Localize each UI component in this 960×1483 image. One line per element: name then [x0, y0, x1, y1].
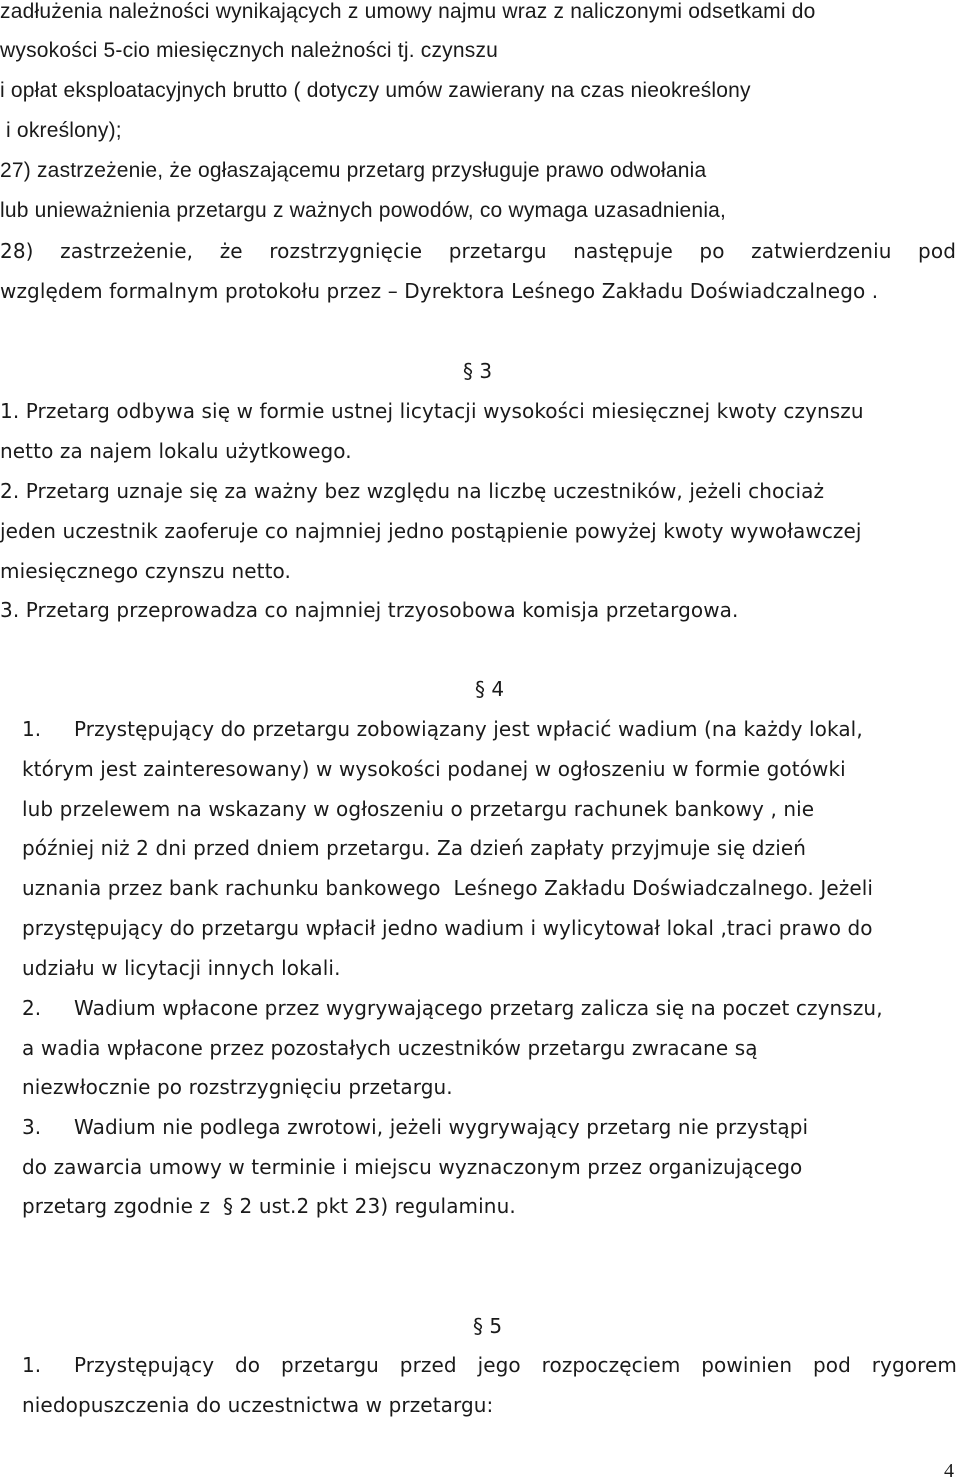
section3-item-1: 1. Przetarg odbywa się w formie ustnej licytacji wysokości miesięcznej kwoty czynszu: [0, 399, 864, 423]
section4-item-3-number: 3.: [22, 1115, 42, 1139]
text-line: wysokości 5-cio miesięcznych należności tj. czynszu: [0, 39, 499, 62]
text-line: zadłużenia należności wynikających z umowy najmu wraz z naliczonymi odsetkami do: [0, 0, 816, 23]
text-line: niezwłocznie po rozstrzygnięciu przetargu.: [22, 1075, 453, 1099]
text-line: lub unieważnienia przetargu z ważnych powodów, co wymaga uzasadnienia,: [0, 199, 727, 222]
section5-item-1: Przystępujący do przetargu przed jego rozpoczęciem powinien pod rygorem: [74, 1353, 957, 1377]
section4-item-2: Wadium wpłacone przez wygrywającego przetarg zalicza się na poczet czynszu,: [74, 996, 883, 1020]
text-line: udziału w licytacji innych lokali.: [22, 956, 341, 980]
text-line: niedopuszczenia do uczestnictwa w przetargu:: [22, 1393, 494, 1417]
text-line: przetarg zgodnie z § 2 ust.2 pkt 23) regulaminu.: [22, 1194, 516, 1218]
section5-item-1-number: 1.: [22, 1353, 42, 1377]
text-line: do zawarcia umowy w terminie i miejscu wyznaczonym przez organizującego: [22, 1155, 803, 1179]
text-line: lub przelewem na wskazany w ogłoszeniu o przetargu rachunek bankowy , nie: [22, 797, 815, 821]
item-28: 28) zastrzeżenie, że rozstrzygnięcie przetargu następuje po zatwierdzeniu pod: [0, 239, 956, 263]
text-line: uznania przez bank rachunku bankowego Leśnego Zakładu Doświadczalnego. Jeżeli: [22, 876, 874, 900]
section4-item-2-number: 2.: [22, 996, 42, 1020]
section-heading-5: § 5: [473, 1314, 503, 1338]
text-line: a wadia wpłacone przez pozostałych uczestników przetargu zwracane są: [22, 1036, 758, 1060]
text-line: i określony);: [0, 119, 122, 142]
section-heading-4: § 4: [475, 677, 505, 701]
section3-item-2: 2. Przetarg uznaje się za ważny bez względu na liczbę uczestników, jeżeli chociaż: [0, 479, 825, 503]
section4-item-1-number: 1.: [22, 717, 42, 741]
section4-item-1: Przystępujący do przetargu zobowiązany jest wpłacić wadium (na każdy lokal,: [74, 717, 863, 741]
text-line: później niż 2 dni przed dniem przetargu. Za dzień zapłaty przyjmuje się dzień: [22, 836, 807, 860]
section-heading-3: § 3: [463, 359, 493, 383]
text-line: przystępujący do przetargu wpłacił jedno wadium i wylicytował lokal ,traci prawo do: [22, 916, 873, 940]
text-line: i opłat eksploatacyjnych brutto ( dotyczy umów zawierany na czas nieokreślony: [0, 79, 751, 102]
page-number: 4: [944, 1460, 954, 1482]
text-line: którym jest zainteresowany) w wysokości podanej w ogłoszeniu w formie gotówki: [22, 757, 846, 781]
text-line: netto za najem lokalu użytkowego.: [0, 439, 352, 463]
text-line: jeden uczestnik zaoferuje co najmniej jedno postąpienie powyżej kwoty wywoławczej: [0, 519, 862, 543]
text-line: względem formalnym protokołu przez – Dyrektora Leśnego Zakładu Doświadczalnego .: [0, 279, 879, 303]
section3-item-3: 3. Przetarg przeprowadza co najmniej trzyosobowa komisja przetargowa.: [0, 598, 739, 622]
section4-item-3: Wadium nie podlega zwrotowi, jeżeli wygrywający przetarg nie przystąpi: [74, 1115, 809, 1139]
text-line: miesięcznego czynszu netto.: [0, 559, 291, 583]
item-27: 27) zastrzeżenie, że ogłaszającemu przetarg przysługuje prawo odwołania: [0, 159, 707, 182]
